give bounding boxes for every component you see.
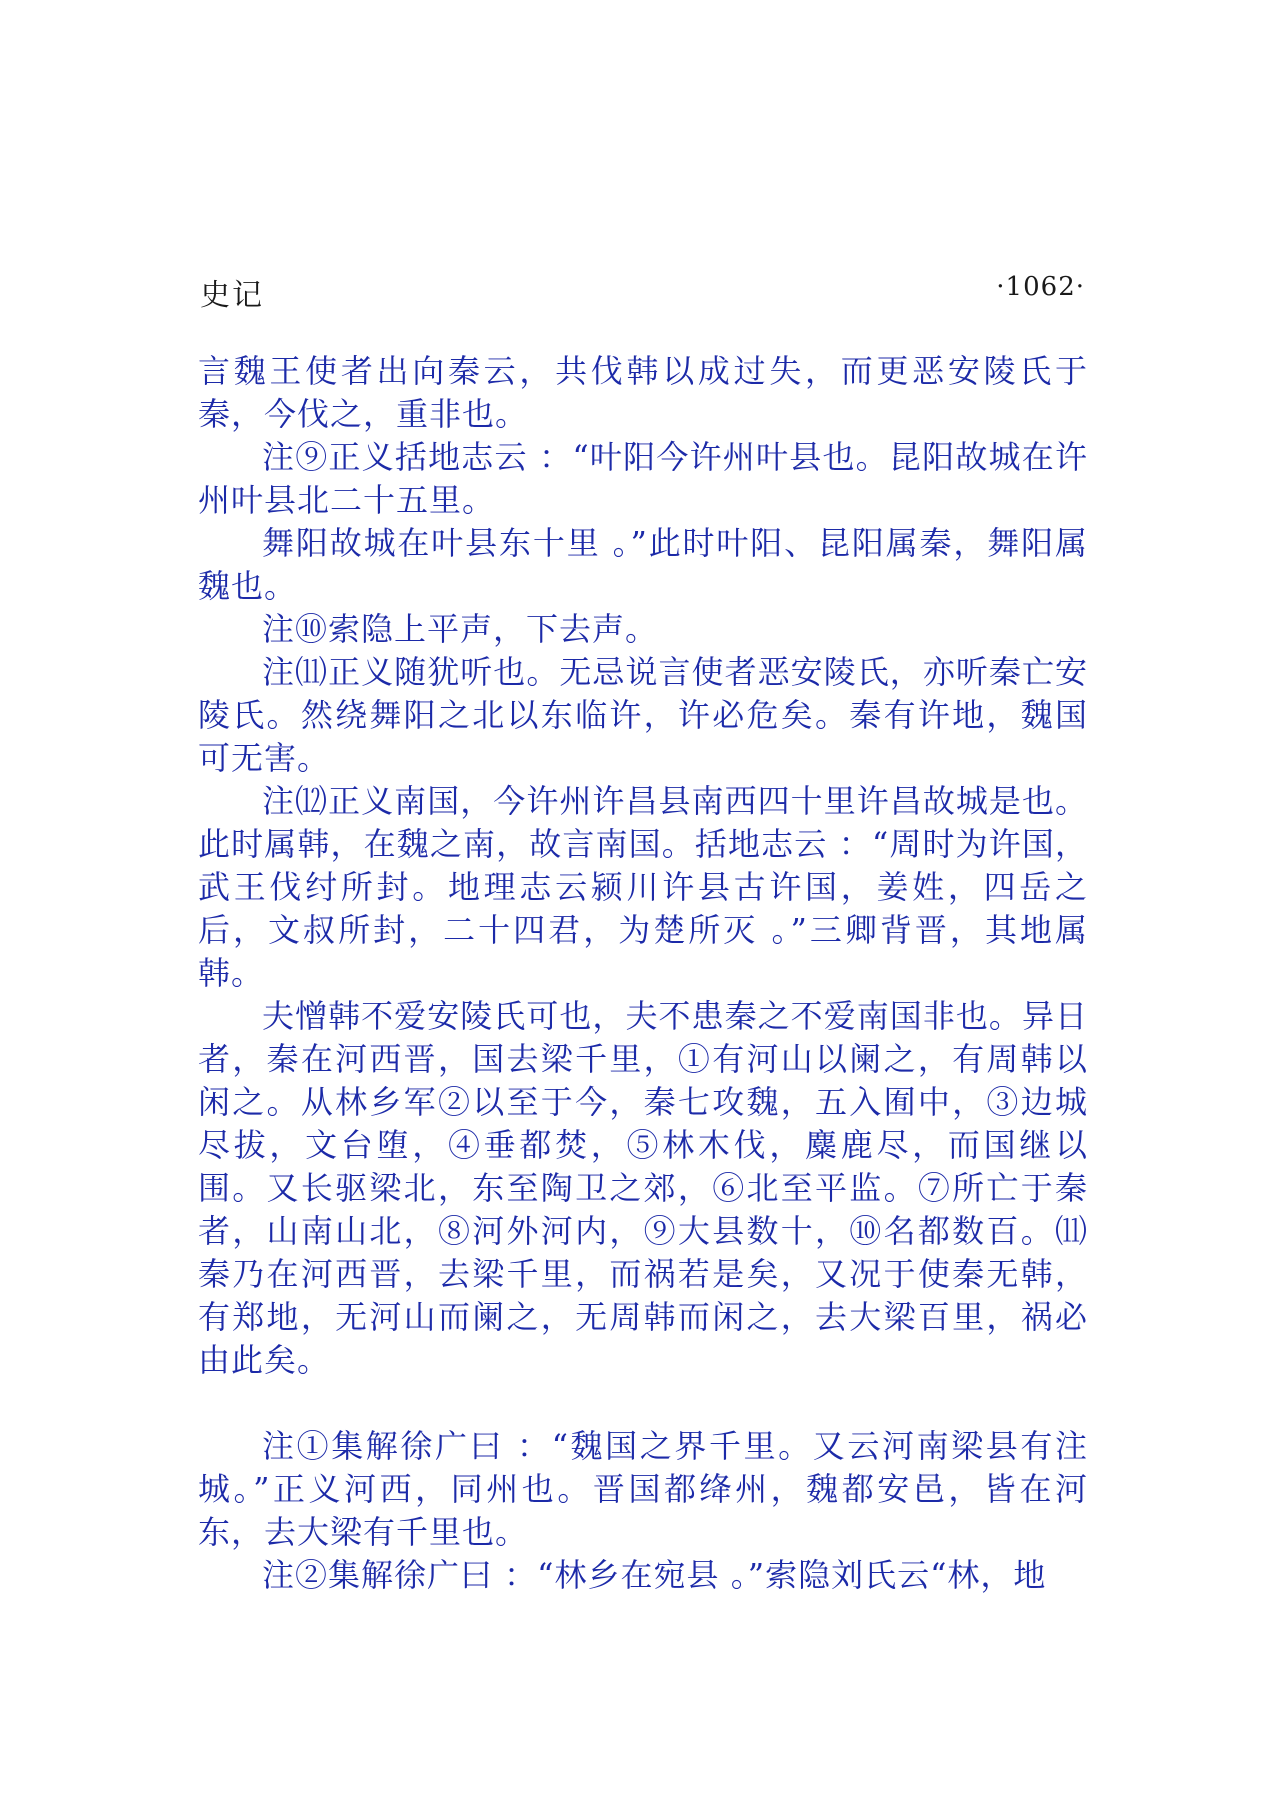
annotation-note-2: 注②集解徐广曰 ：“林乡在宛县 。”索隐刘氏云“林，地: [262, 1556, 1047, 1594]
body-text: [198, 350, 1088, 1597]
annotation-note-12: 注⑿正义南国，今许州许昌县南西四十里许昌故城是也。此时属韩，在魏之南，故言南国。括地志云 ：“周时为许国，武王伐纣所封。地理志云颍川许县古许国，姜姓，四岳之后，文叔所封，二十四君，为楚所灭 。”三卿背晋，其地属韩。: [198, 782, 1088, 992]
book-title: 史记: [200, 278, 264, 313]
main-text-paragraph: 夫憎韩不爱安陵氏可也，夫不患秦之不爱南国非也。异日者，秦在河西晋，国去梁千里，①有河山以阑之，有周韩以闲之。从林乡军②以至于今，秦七攻魏，五入囿中，③边城尽拔，文台堕，④垂都焚，⑤林木伐，麋鹿尽，而国继以围。又长驱梁北，东至陶卫之郊，⑥北至平监。⑦所亡于秦者，山南山北，⑧河外河内，⑨大县数十，⑩名都数百。⑾秦乃在河西晋，去梁千里，而祸若是矣，又况于使秦无韩，有郑地，无河山而阑之，无周韩而闲之，去大梁百里，祸必由此矣。: [198, 997, 1088, 1379]
annotation-note-9: 注⑨正义括地志云 ：“叶阳今许州叶县也。昆阳故城在许州叶县北二十五里。: [198, 438, 1088, 519]
annotation-note-9-continued: 舞阳故城在叶县东十里 。”此时叶阳、昆阳属秦，舞阳属魏也。: [198, 524, 1088, 605]
paragraph-continuation: 言魏王使者出向秦云，共伐韩以成过失，而更恶安陵氏于秦，今伐之，重非也。: [198, 352, 1088, 433]
page-header: [200, 270, 1085, 313]
page-number: ·1062·: [996, 272, 1085, 302]
annotation-note-11: 注⑾正义随犹听也。无忌说言使者恶安陵氏，亦听秦亡安陵氏。然绕舞阳之北以东临许，许必危矣。秦有许地，魏国可无害。: [198, 653, 1088, 777]
annotation-note-10: 注⑩索隐上平声，下去声。: [262, 610, 659, 648]
annotation-note-1: 注①集解徐广曰 ：“魏国之界千里。又云河南梁县有注城。”正义河西，同州也。晋国都绛州，魏都安邑，皆在河东，去大梁有千里也。: [198, 1427, 1088, 1551]
